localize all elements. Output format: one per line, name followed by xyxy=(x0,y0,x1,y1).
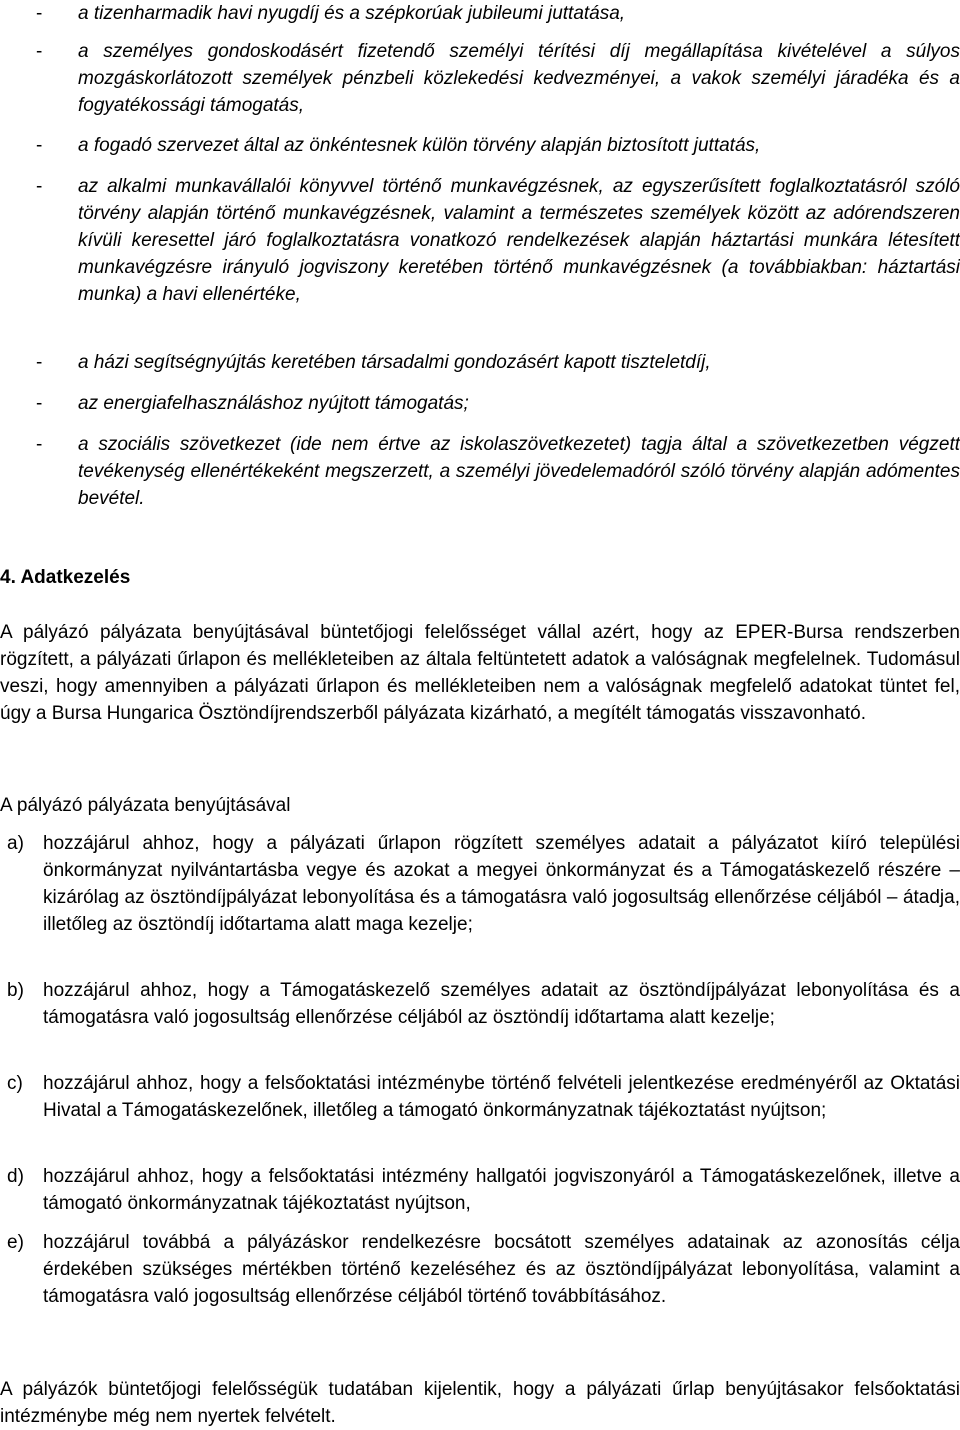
list-item-text: hozzájárul továbbá a pályázáskor rendelkezésre bocsátott személyes adatainak az azonosítás célja érdekében szükséges mértékben történő kezeléséhez és az ösztöndíjpályázat lebonyolítása, valamint a támogatásra való jogosultság ellenőrzése céljából történő továbbításához. xyxy=(43,1232,960,1307)
list-marker: a) xyxy=(7,833,24,854)
dash-marker: - xyxy=(36,41,43,62)
section-number: 4. xyxy=(0,567,16,588)
list-marker: e) xyxy=(7,1232,24,1253)
dash-list-item xyxy=(0,0,960,27)
consent-list-item xyxy=(0,977,960,1031)
dash-item-text: a szociális szövetkezet (ide nem értve az iskolaszövetkezetet) tagja által a szövetkezetben végzett tevékenység ellenértékeként megszerzett, a személyi jövedelemadóról szóló törvény alapján adómentes bevétel. xyxy=(78,434,960,509)
dash-marker: - xyxy=(36,352,43,373)
list-marker: c) xyxy=(7,1073,23,1094)
dash-item-text: az alkalmi munkavállalói könyvvel történő munkavégzésnek, az egyszerűsített foglalkoztatásról szóló törvény alapján történő munkavégzésnek, valamint a természetes személyek között az adórendszeren kívüli keresettel járó foglalkoztatásra vonatkozó rendelkezések alapján háztartási munkára létesített munkavégzésre irányuló jogviszony keretében történő munkavégzésnek (a továbbiakban: háztartási munka) a havi ellenértéke, xyxy=(78,176,960,305)
dash-item-text: a fogadó szervezet által az önkéntesnek külön törvény alapján biztosított juttatás, xyxy=(78,135,761,156)
dash-marker: - xyxy=(36,434,43,455)
dash-marker: - xyxy=(36,135,43,156)
dash-list-item xyxy=(0,173,960,308)
consent-list-item xyxy=(0,830,960,938)
dash-list-item xyxy=(0,349,960,376)
dash-item-text: a személyes gondoskodásért fizetendő személyi térítési díj megállapítása kivételével a súlyos mozgáskorlátozott személyek pénzbeli közlekedési kedvezményei, a vakok személyi járadéka és a fogyatékossági támogatás, xyxy=(78,41,960,116)
list-marker: d) xyxy=(7,1166,24,1187)
consent-list-item xyxy=(0,1070,960,1124)
dash-marker: - xyxy=(36,176,43,197)
consent-list-item xyxy=(0,1163,960,1217)
list-marker: b) xyxy=(7,980,24,1001)
list-item-text: hozzájárul ahhoz, hogy a Támogatáskezelő személyes adatait az ösztöndíjpályázat lebonyolítása és a támogatásra való jogosultság ellenőrzése céljából az ösztöndíj időtartama alatt kezelje; xyxy=(43,980,960,1028)
section-heading xyxy=(0,566,130,590)
dash-item-text: a házi segítségnyújtás keretében társadalmi gondozásért kapott tiszteletdíj, xyxy=(78,352,711,373)
section-title: Adatkezelés xyxy=(20,567,131,588)
dash-list-item xyxy=(0,431,960,512)
list-item-text: hozzájárul ahhoz, hogy a felsőoktatási intézménybe történő felvételi jelentkezése eredményéről az Oktatási Hivatal a Támogatáskezelőnek, illetőleg a támogató önkormányzatnak tájékoztatást nyújtson; xyxy=(43,1073,960,1121)
dash-marker: - xyxy=(36,393,43,414)
dash-list-item xyxy=(0,38,960,119)
dash-list-item xyxy=(0,390,960,417)
list-item-text: hozzájárul ahhoz, hogy a felsőoktatási intézmény hallgatói jogviszonyáról a Támogatáskezelőnek, illetve a támogató önkormányzatnak tájékoztatást nyújtson, xyxy=(43,1166,960,1214)
list-item-text: hozzájárul ahhoz, hogy a pályázati űrlapon rögzített személyes adatait a pályázatot kiíró települési önkormányzat nyilvántartásba vegye és azokat a megyei önkormányzat és a Támogatáskezelő részére – kizárólag az ösztöndíjpályázat lebonyolítása és a támogatásra való jogosultság ellenőrzése céljából – átadja, illetőleg az ösztöndíj időtartama alatt maga kezelje; xyxy=(43,833,960,935)
dash-item-text: az energiafelhasználáshoz nyújtott támogatás; xyxy=(78,393,469,414)
paragraph-liability: A pályázó pályázata benyújtásával büntetőjogi felelősséget vállal azért, hogy az EPER-Bursa rendszerben rögzített, a pályázati űrlapon és mellékleteiben az általa feltüntetett adatok a valóságnak megfelelnek. Tudomásul veszi, hogy amennyiben a pályázati űrlapon és mellékleteiben nem a valóságnak megfelelő adatokat tüntet fel, úgy a Bursa Hungarica Ösztöndíjrendszerből pályázata kizárható, a megítélt támogatás visszavonható. xyxy=(0,622,960,724)
dash-item-text: a tizenharmadik havi nyugdíj és a szépkorúak jubileumi juttatása, xyxy=(78,3,626,24)
dash-list-item xyxy=(0,132,960,159)
paragraph-intro: A pályázó pályázata benyújtásával xyxy=(0,795,291,816)
dash-marker: - xyxy=(36,3,43,24)
paragraph-declaration: A pályázók büntetőjogi felelősségük tudatában kijelentik, hogy a pályázati űrlap benyújtásakor felsőoktatási intézménybe még nem nyertek felvételt. xyxy=(0,1379,960,1427)
consent-list-item xyxy=(0,1229,960,1310)
